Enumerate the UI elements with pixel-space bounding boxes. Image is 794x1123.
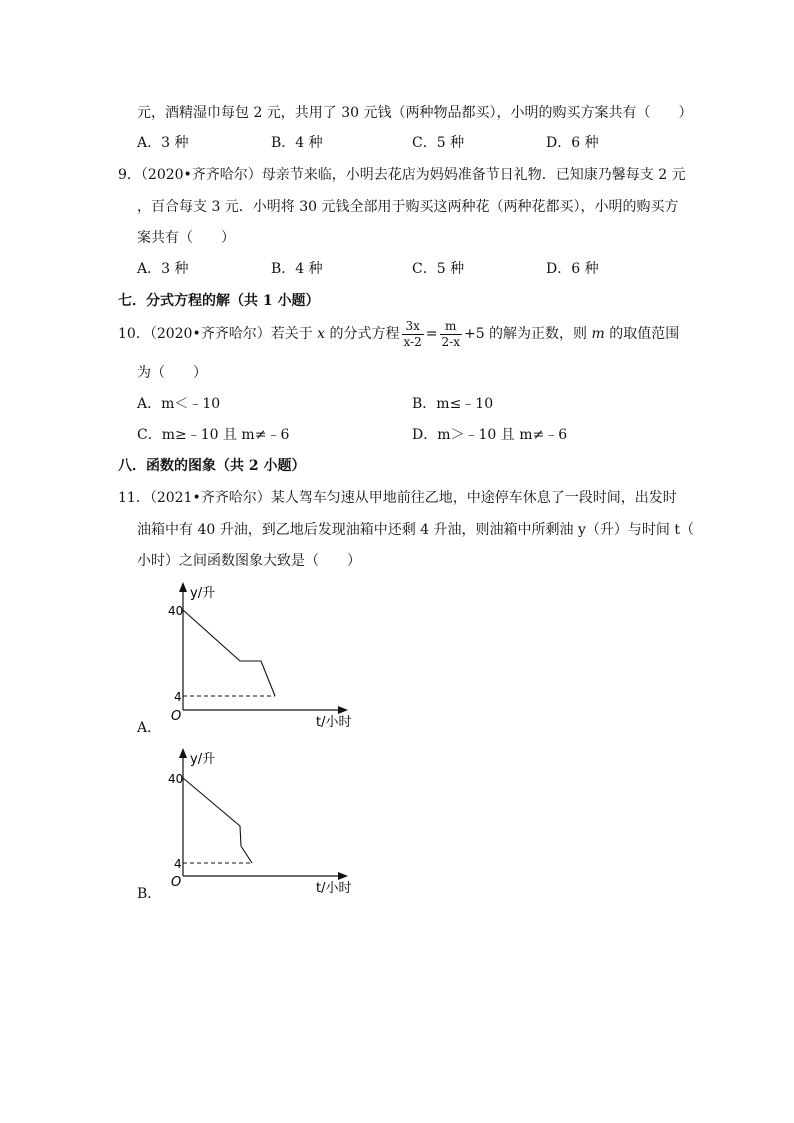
q11-option-a-label: A． [137,720,162,736]
q10-equals: = [425,326,438,342]
graph-a-fuel-line [183,610,275,696]
q9-option-d: D．6 种 [546,261,599,277]
q8-option-a: A．3 种 [137,135,189,151]
q8-option-c: C．5 种 [412,135,465,151]
q10-fraction-2 [440,319,462,350]
graph-b-fuel-line [183,778,252,863]
q8-option-b: B．4 种 [271,135,323,151]
q9-line3: 案共有（ ） [137,230,235,246]
q10-option-b: B．m≤﹣10 [412,396,494,412]
q10-option-a: A．m＜﹣10 [137,396,221,412]
q9-option-a: A．3 种 [137,261,189,277]
q10-var-m: m [591,326,605,342]
graph-b-y-label: y/升 [190,752,216,767]
graph-a-x-arrow [338,706,348,714]
graph-b-x-label: t/小时 [316,881,352,896]
q9-option-c: C．5 种 [412,261,465,277]
section-7-heading: 七．分式方程的解（共 1 小题） [118,293,320,309]
q10-line1 [118,316,679,352]
graph-b-x-arrow [338,872,348,880]
q11-line2: 油箱中有 40 升油，到乙地后发现油箱中还剩 4 升油，则油箱中所剩油 y（升）与时间 t（ [137,522,694,538]
section-8-heading: 八．函数的图象（共 2 小题） [118,458,306,474]
q10-option-d: D．m＞﹣10 且 m≠﹣6 [412,427,568,443]
q11-line1: 11．（2021•齐齐哈尔）某人驾车匀速从甲地前往乙地，中途停车休息了一段时间，出发时 [118,490,677,506]
graph-a-tick-4: 4 [174,690,182,704]
graph-a-x-label: t/小时 [316,715,352,730]
q10-prefix: 10．（2020•齐齐哈尔）若关于 [118,326,313,342]
q10-var-x: x [317,326,326,342]
graph-a-y-arrow [179,582,187,592]
graph-option-a [140,580,380,740]
q10-frac1-numerator: 3x [402,319,424,335]
q10-option-c: C．m≥﹣10 且 m≠﹣6 [137,427,290,443]
q10-frac1-denominator: x-2 [403,334,422,349]
q10-fraction-1 [402,319,424,350]
graph-option-b [140,746,380,906]
q10-frac2-denominator: 2-x [441,334,460,349]
q10-suffix: 的取值范围 [609,326,680,342]
q8-line: 元，酒精湿巾每包 2 元，共用了 30 元钱（两种物品都买），小明的购买方案共有（ ） [137,105,693,121]
q9-line1: 9．（2020•齐齐哈尔）母亲节来临，小明去花店为妈妈准备节日礼物．已知康乃馨每支 2 元 [118,167,686,183]
graph-b-origin: O [171,875,182,890]
graph-b-tick-40: 40 [168,772,184,786]
q11-line3: 小时）之间函数图象大致是（ ） [137,553,361,569]
q10-frac2-numerator: m [440,319,462,335]
q10-line2: 为（ ） [137,365,207,381]
q9-line2: ，百合每支 3 元．小明将 30 元钱全部用于购买这两种花（两种花都买），小明的购买方 [137,199,679,215]
q8-option-d: D．6 种 [546,135,599,151]
graph-b-y-arrow [179,748,187,758]
q10-mid: 的分式方程 [329,326,400,342]
graph-b-tick-4: 4 [174,857,182,871]
graph-a-tick-40: 40 [168,604,184,618]
q10-plus: +5 的解为正数，则 [463,326,588,342]
graph-a-y-label: y/升 [190,586,216,601]
q11-option-b-label: B． [137,886,162,902]
q9-option-b: B．4 种 [271,261,323,277]
graph-a-origin: O [171,709,182,724]
